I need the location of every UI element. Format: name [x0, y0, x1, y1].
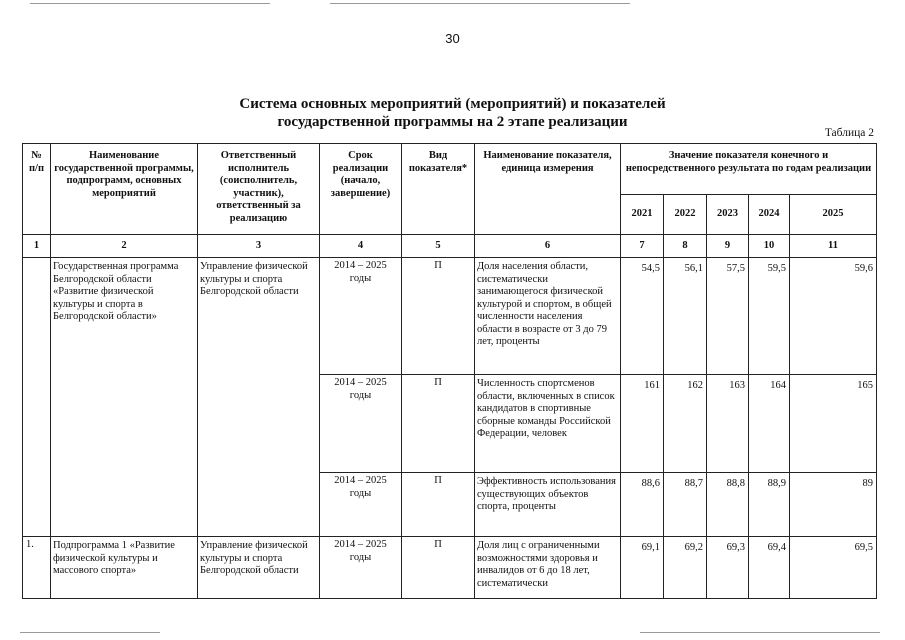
value-2024-cell: 59,5 [749, 258, 790, 375]
value-2024-cell: 164 [749, 375, 790, 473]
indicator-cell: Эффективность использования существующих объектов спорта, проценты [475, 473, 621, 537]
header-name: Наименование государственной программы, подпрограмм, основных мероприятий [51, 144, 198, 235]
value-2023-cell: 57,5 [707, 258, 749, 375]
value-2023-cell: 163 [707, 375, 749, 473]
indicator-cell: Доля населения области, систематически занимающегося физической культурой и спортом, в общей численности населения области в возрасте от 3 до 79 лет, проценты [475, 258, 621, 375]
column-number: 4 [320, 235, 402, 258]
column-number: 9 [707, 235, 749, 258]
header-year-2022: 2022 [664, 195, 707, 235]
column-number: 6 [475, 235, 621, 258]
header-term: Срок реализации (начало, завершение) [320, 144, 402, 235]
header-year-2023: 2023 [707, 195, 749, 235]
value-2025-cell: 69,5 [790, 537, 877, 599]
kind-cell: П [402, 258, 475, 375]
value-2021-cell: 88,6 [621, 473, 664, 537]
header-values-group: Значение показателя конечного и непосредственного результата по годам реализации [621, 144, 877, 195]
program-num-cell [23, 258, 51, 537]
program-table [22, 143, 877, 599]
value-2025-cell: 165 [790, 375, 877, 473]
scan-artifact [330, 3, 630, 4]
value-2023-cell: 69,3 [707, 537, 749, 599]
term-cell: 2014 – 2025 годы [320, 473, 402, 537]
title-line-2: государственной программы на 2 этапе реализации [277, 114, 628, 130]
term-cell: 2014 – 2025 годы [320, 258, 402, 375]
value-2021-cell: 161 [621, 375, 664, 473]
header-year-2025: 2025 [790, 195, 877, 235]
scan-artifact [20, 632, 160, 633]
column-number: 5 [402, 235, 475, 258]
scan-artifact [30, 3, 270, 4]
indicator-cell: Численность спортсменов области, включенных в список кандидатов в спортивные сборные команды Российской Федерации, человек [475, 375, 621, 473]
kind-cell: П [402, 537, 475, 599]
column-number: 7 [621, 235, 664, 258]
column-number: 8 [664, 235, 707, 258]
value-2022-cell: 88,7 [664, 473, 707, 537]
subprogram-name-cell: Подпрограмма 1 «Развитие физической культуры и массового спорта» [51, 537, 198, 599]
value-2023-cell: 88,8 [707, 473, 749, 537]
header-num: № п/п [23, 144, 51, 235]
kind-cell: П [402, 473, 475, 537]
value-2024-cell: 88,9 [749, 473, 790, 537]
scan-artifact [640, 632, 880, 633]
value-2021-cell: 54,5 [621, 258, 664, 375]
term-cell: 2014 – 2025 годы [320, 537, 402, 599]
value-2022-cell: 162 [664, 375, 707, 473]
term-cell: 2014 – 2025 годы [320, 375, 402, 473]
title-line-1: Система основных мероприятий (мероприятий) и показателей [239, 96, 666, 112]
header-year-2024: 2024 [749, 195, 790, 235]
header-executor: Ответственный исполнитель (соисполнитель, участник), ответственный за реализацию [198, 144, 320, 235]
program-executor-cell: Управление физической культуры и спорта Белгородской области [198, 258, 320, 537]
column-number: 10 [749, 235, 790, 258]
value-2022-cell: 69,2 [664, 537, 707, 599]
column-number: 3 [198, 235, 320, 258]
indicator-cell: Доля лиц с ограниченными возможностями здоровья и инвалидов от 6 до 18 лет, систематически [475, 537, 621, 599]
document-title [0, 95, 905, 131]
column-number: 2 [51, 235, 198, 258]
column-number: 1 [23, 235, 51, 258]
program-name-cell: Государственная программа Белгородской области «Развитие физической культуры и спорта в Белгородской области» [51, 258, 198, 537]
value-2025-cell: 59,6 [790, 258, 877, 375]
subprogram-executor-cell: Управление физической культуры и спорта Белгородской области [198, 537, 320, 599]
header-indicator: Наименование показателя, единица измерения [475, 144, 621, 235]
value-2021-cell: 69,1 [621, 537, 664, 599]
page-number: 30 [445, 31, 460, 46]
value-2025-cell: 89 [790, 473, 877, 537]
value-2022-cell: 56,1 [664, 258, 707, 375]
header-kind: Вид показателя* [402, 144, 475, 235]
table-row [23, 258, 877, 375]
kind-cell: П [402, 375, 475, 473]
value-2024-cell: 69,4 [749, 537, 790, 599]
header-year-2021: 2021 [621, 195, 664, 235]
column-number-row [23, 235, 877, 258]
subprogram-num-cell: 1. [23, 537, 51, 599]
table-row [23, 537, 877, 599]
column-number: 11 [790, 235, 877, 258]
table-label: Таблица 2 [824, 127, 874, 139]
